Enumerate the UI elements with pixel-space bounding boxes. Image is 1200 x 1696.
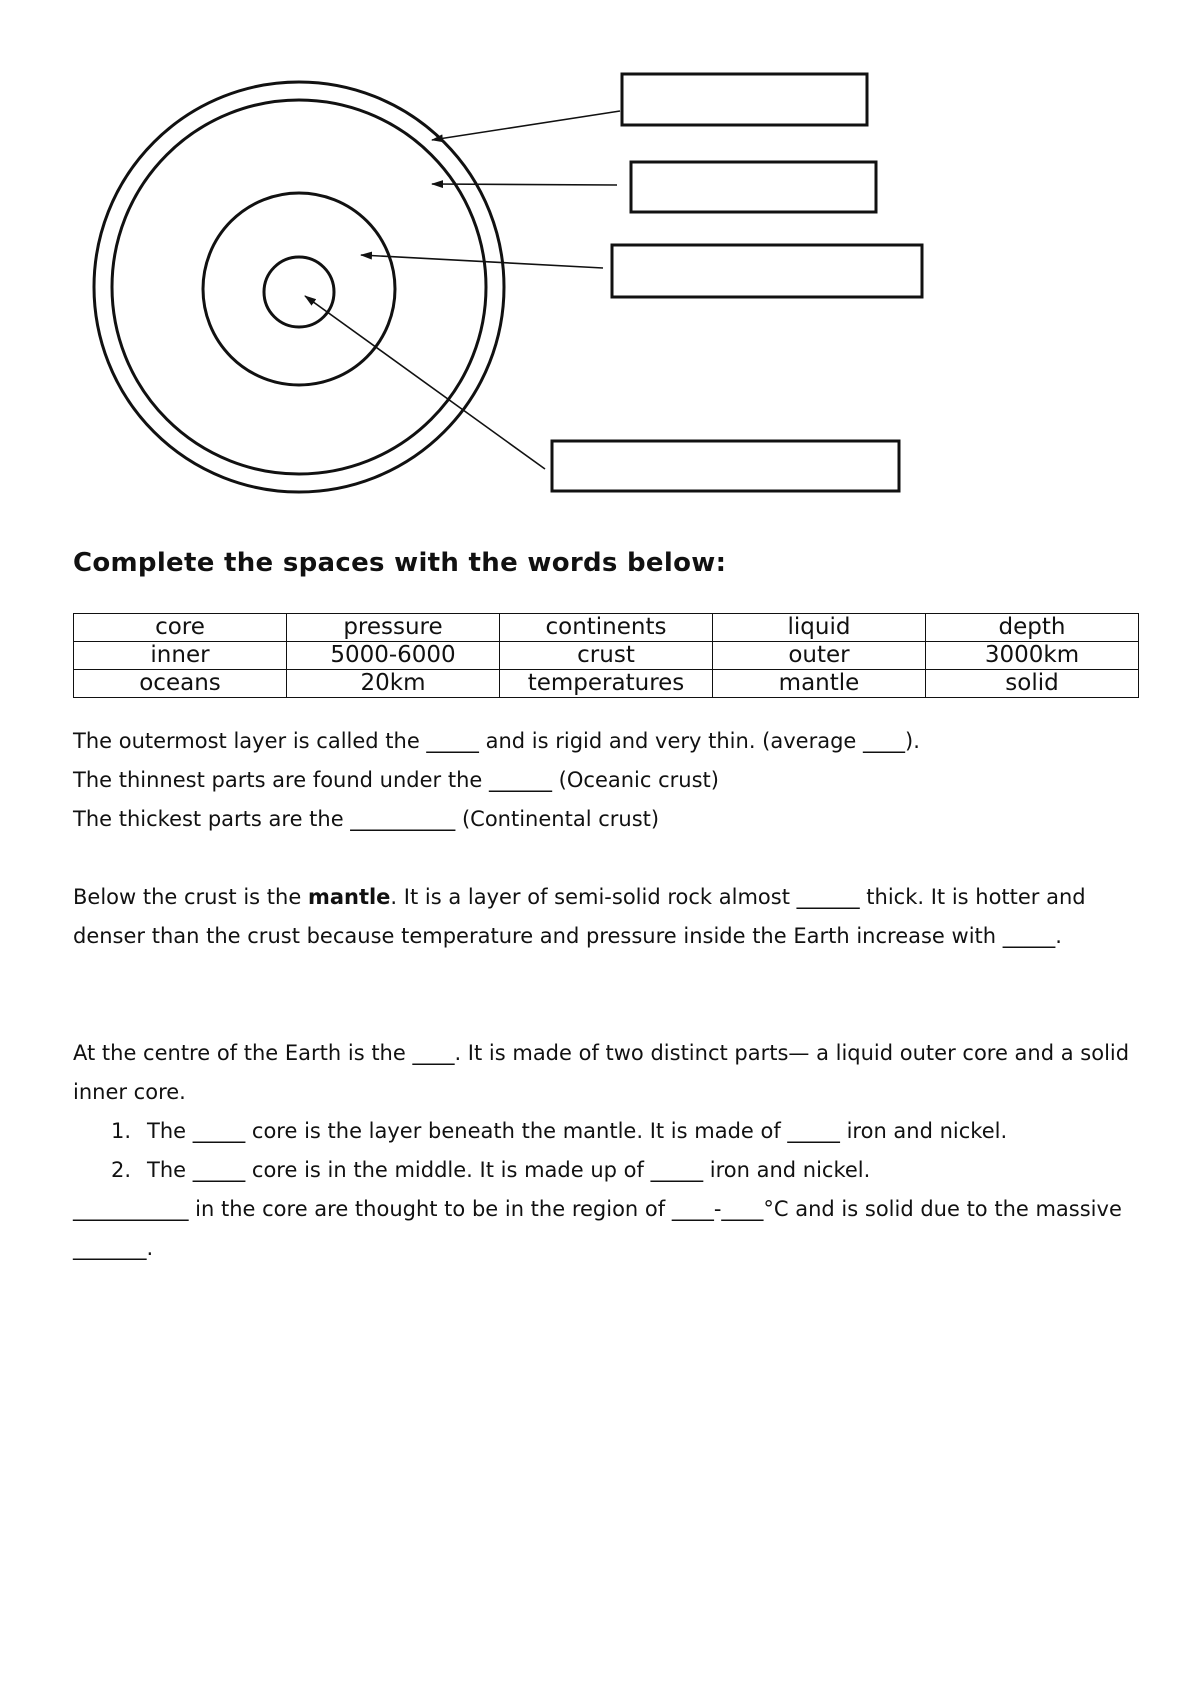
core-intro: At the centre of the Earth is the ____. It is made of two distinct parts— a liquid outer core and a solid inner core.	[73, 1041, 1130, 1104]
word-cell: continents	[500, 614, 713, 642]
word-cell: core	[74, 614, 287, 642]
inner-core-pointer-arrow	[305, 296, 545, 469]
table-row	[74, 642, 1139, 670]
word-cell: oceans	[74, 670, 287, 698]
core-section	[73, 1034, 1143, 1268]
list-item	[73, 1112, 1143, 1151]
list-number: 1.	[111, 1119, 132, 1143]
core-closing: ___________ in the core are thought to be in the region of ____-____°C and is solid due to the massive _______.	[73, 1197, 1122, 1260]
table-row	[74, 614, 1139, 642]
list-item	[73, 1151, 1143, 1190]
word-cell: outer	[713, 642, 926, 670]
mantle-text-rest: . It is a layer of semi-solid rock almost ______ thick. It is hotter and denser than the crust because temperature and pressure inside the Earth increase with _____.	[73, 885, 1086, 948]
word-cell: liquid	[713, 614, 926, 642]
earth-layers-diagram	[0, 0, 1200, 520]
inner-core-label-box[interactable]	[552, 441, 899, 491]
word-bank-table	[73, 613, 1139, 698]
mantle-pointer-arrow	[432, 184, 617, 185]
crust-line: The thickest parts are the __________ (Continental crust)	[73, 807, 660, 831]
inner-core-circle	[264, 257, 334, 327]
word-cell: 3000km	[926, 642, 1139, 670]
table-row	[74, 670, 1139, 698]
mantle-text-start: Below the crust is the	[73, 885, 308, 909]
outer-core-pointer-arrow	[361, 255, 603, 268]
word-cell: crust	[500, 642, 713, 670]
word-cell: solid	[926, 670, 1139, 698]
word-cell: 20km	[287, 670, 500, 698]
crust-line: The outermost layer is called the _____ and is rigid and very thin. (average ____).	[73, 729, 920, 753]
word-cell: pressure	[287, 614, 500, 642]
word-cell: inner	[74, 642, 287, 670]
crust-line: The thinnest parts are found under the ______ (Oceanic crust)	[73, 768, 719, 792]
crust-outer-circle	[94, 82, 504, 492]
list-number: 2.	[111, 1158, 132, 1182]
mantle-paragraph	[73, 878, 1143, 956]
crust-label-box[interactable]	[622, 74, 867, 125]
list-text: The _____ core is the layer beneath the mantle. It is made of _____ iron and nickel.	[147, 1119, 1008, 1143]
outer-core-circle	[203, 193, 395, 385]
worksheet-heading: Complete the spaces with the words below:	[73, 548, 727, 578]
word-cell: depth	[926, 614, 1139, 642]
list-text: The _____ core is in the middle. It is made up of _____ iron and nickel.	[147, 1158, 871, 1182]
outer-core-label-box[interactable]	[612, 245, 922, 297]
crust-section	[73, 722, 1143, 839]
mantle-label-box[interactable]	[631, 162, 876, 212]
crust-pointer-arrow	[432, 111, 620, 140]
mantle-section	[73, 878, 1143, 956]
word-cell: 5000-6000	[287, 642, 500, 670]
crust-inner-circle	[112, 100, 486, 474]
mantle-keyword: mantle	[307, 885, 391, 909]
word-cell: temperatures	[500, 670, 713, 698]
word-cell: mantle	[713, 670, 926, 698]
